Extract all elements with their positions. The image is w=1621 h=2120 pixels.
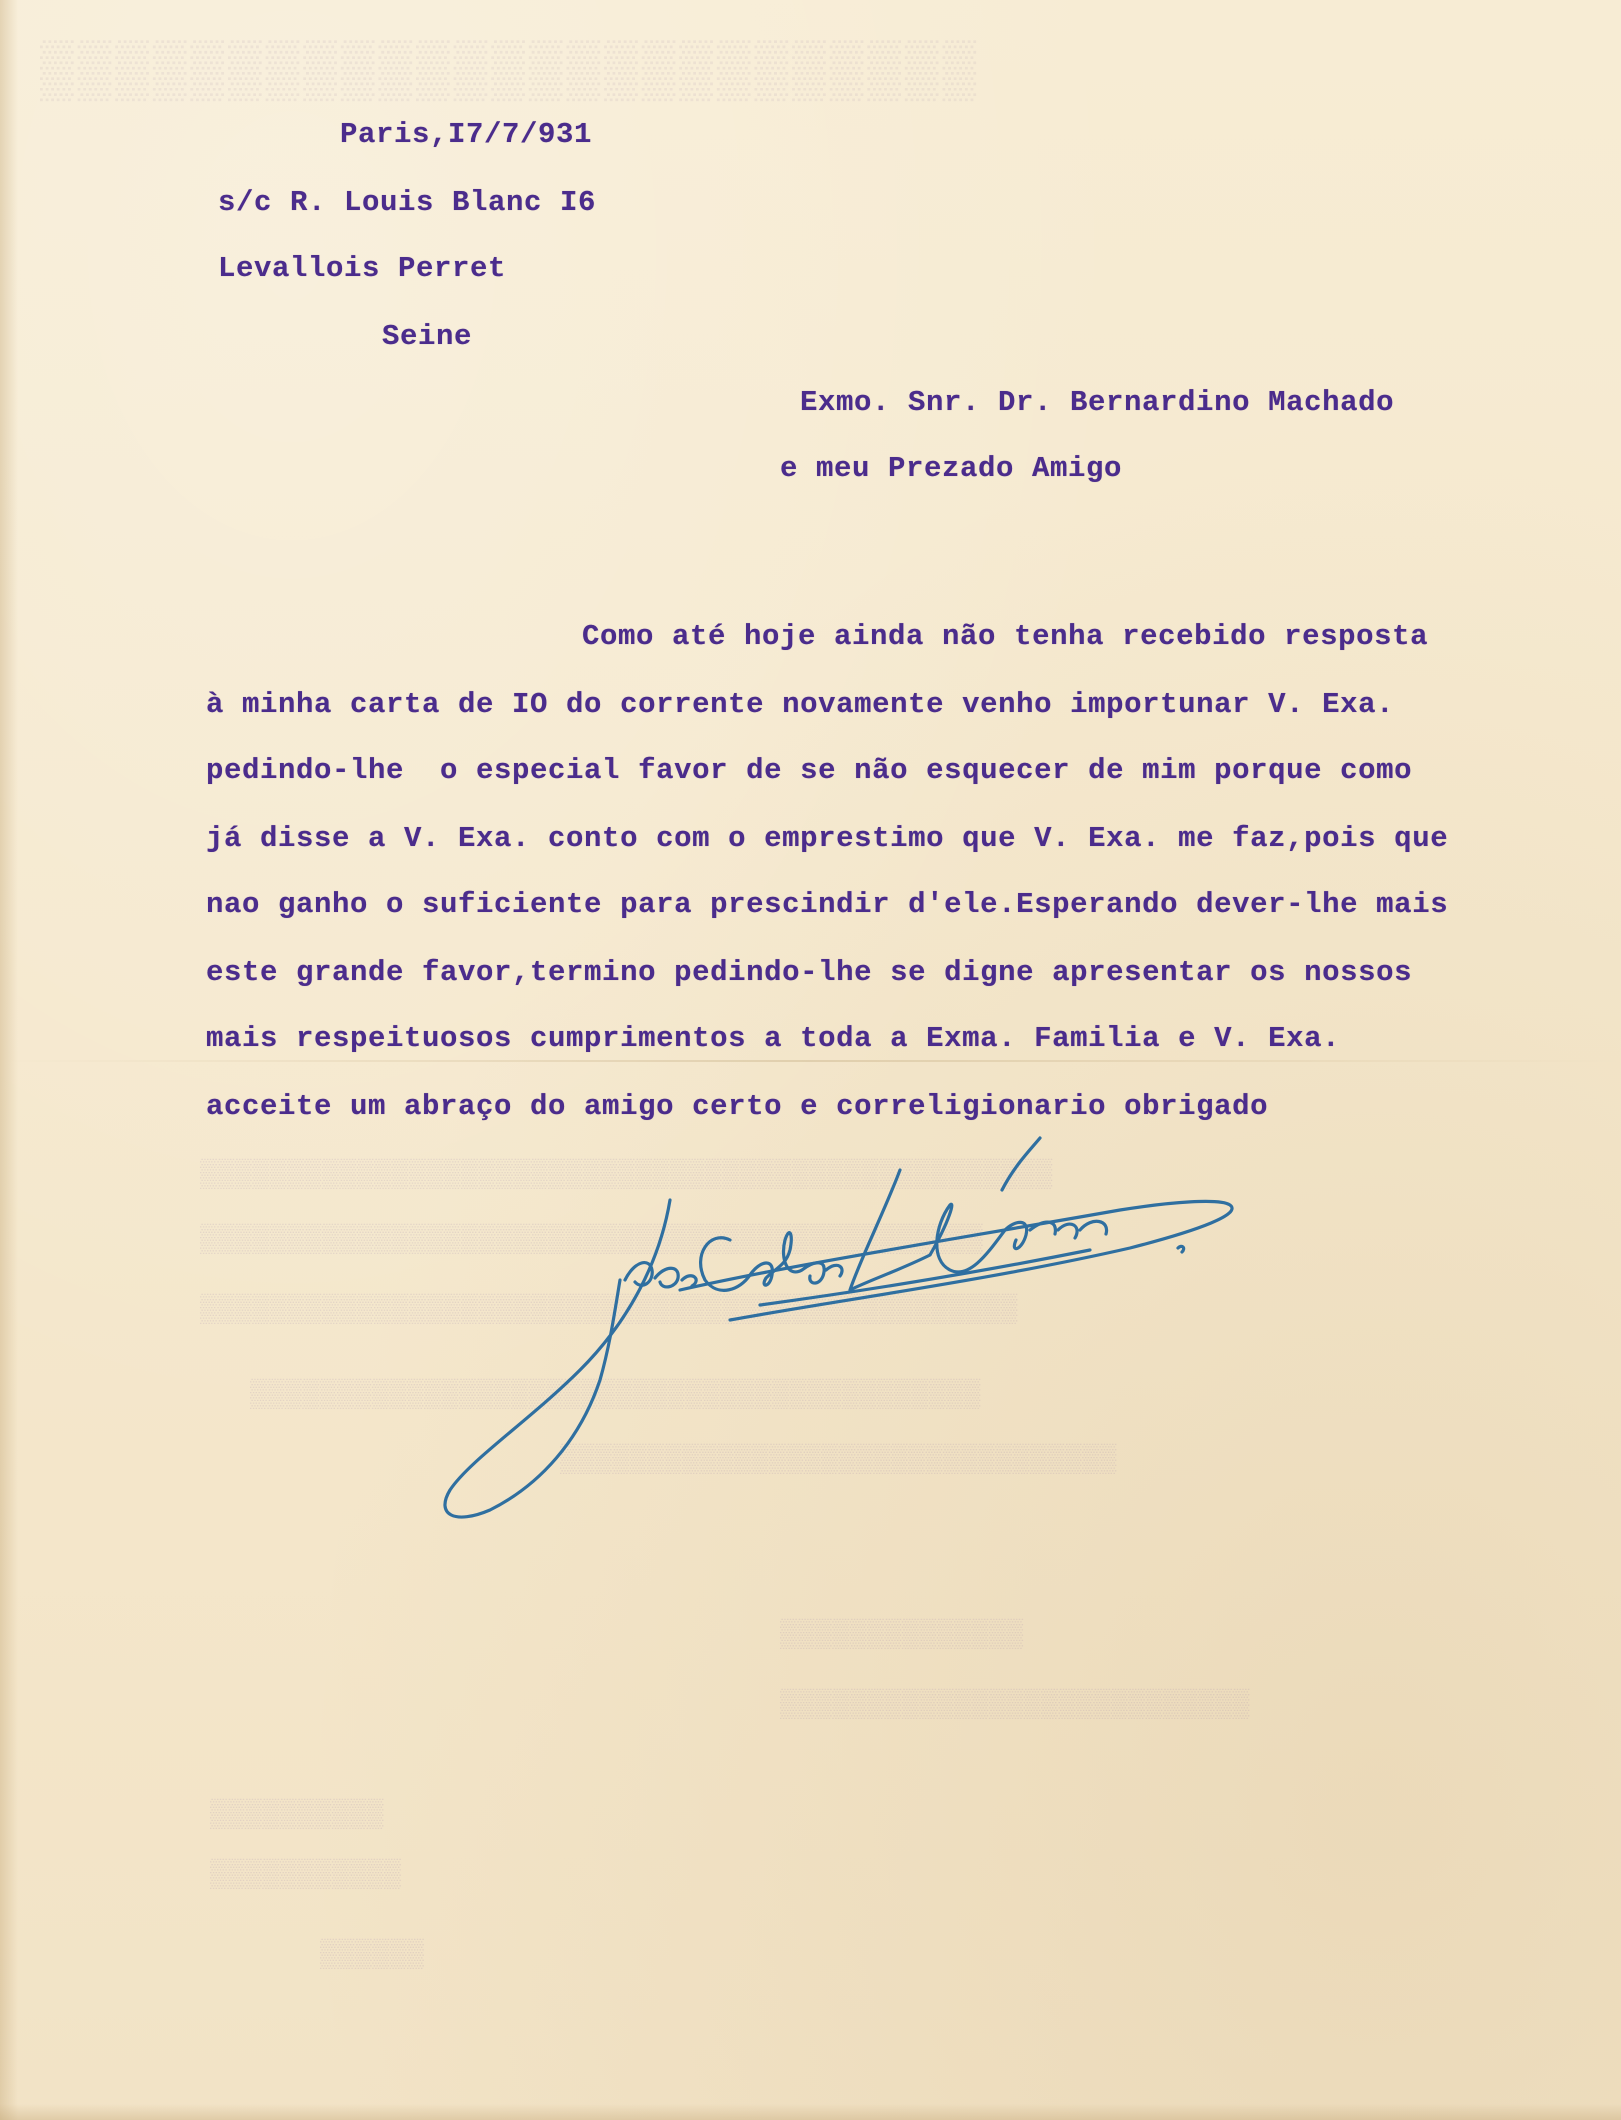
date-line: Paris,I7/7/931 (340, 118, 593, 151)
show-through-block-6: ▒▒▒▒▒▒▒▒▒▒▒▒▒▒ (780, 1620, 1024, 1651)
show-through-block-5: ▒▒▒▒▒▒▒▒▒▒▒▒▒▒▒▒▒▒▒▒▒▒▒▒▒▒▒▒▒▒▒▒ (560, 1445, 1117, 1476)
body-line-7: mais respeituosos cumprimentos a toda a Exma. Familia e V. Exa. (206, 1022, 1341, 1055)
show-through-block-4: ▒▒▒▒▒▒▒▒▒▒▒▒▒▒▒▒▒▒▒▒▒▒▒▒▒▒▒▒▒▒▒▒▒▒▒▒▒▒▒▒▒▒ (250, 1380, 981, 1411)
paper-edge-bottom (0, 2104, 1621, 2120)
show-through-block-10: ▒▒▒▒▒▒ (320, 1940, 425, 1971)
signature-stroke-dot (1178, 1246, 1184, 1252)
address-line-region: Seine (382, 320, 473, 353)
salutation-greeting: e meu Prezado Amigo (780, 452, 1123, 485)
signature-stroke-j (445, 1200, 670, 1517)
show-through-block-2: ▒▒▒▒▒▒▒▒▒▒▒▒▒▒▒▒▒▒▒▒▒▒▒▒▒▒▒▒▒▒▒▒▒▒▒▒▒▒▒▒▒▒▒▒▒ (200, 1225, 984, 1256)
show-through-top: ▒▒▒▒▒▒▒▒▒▒▒▒▒▒▒▒▒▒▒▒▒▒▒▒▒ (40, 40, 981, 104)
show-through-block-9: ▒▒▒▒▒▒▒▒▒▒▒ (210, 1860, 402, 1891)
address-line-town: Levallois Perret (218, 252, 507, 285)
show-through-block-3: ▒▒▒▒▒▒▒▒▒▒▒▒▒▒▒▒▒▒▒▒▒▒▒▒▒▒▒▒▒▒▒▒▒▒▒▒▒▒▒▒▒▒▒▒▒▒▒ (200, 1295, 1018, 1326)
show-through-block-1: ▒▒▒▒▒▒▒▒▒▒▒▒▒▒▒▒▒▒▒▒▒▒▒▒▒▒▒▒▒▒▒▒▒▒▒▒▒▒▒▒▒▒▒▒▒▒▒▒▒ (200, 1160, 1053, 1191)
body-line-3: pedindo-lhe o especial favor de se não esquecer de mim porque como (206, 754, 1413, 787)
signature-stroke-underline (680, 1201, 1232, 1320)
handwritten-signature (430, 1130, 1290, 1530)
body-line-8: acceite um abraço do amigo certo e correligionario obrigado (206, 1090, 1269, 1123)
body-line-4: já disse a V. Exa. conto com o emprestimo que V. Exa. me faz,pois que (206, 822, 1449, 855)
salutation-recipient: Exmo. Snr. Dr. Bernardino Machado (800, 386, 1395, 419)
show-through-block-7: ▒▒▒▒▒▒▒▒▒▒▒▒▒▒▒▒▒▒▒▒▒▒▒▒▒▒▒ (780, 1690, 1250, 1721)
signature-stroke-upper (1002, 1138, 1040, 1190)
body-line-2: à minha carta de IO do corrente novamente venho importunar V. Exa. (206, 688, 1395, 721)
address-line-street: s/c R. Louis Blanc I6 (218, 186, 597, 219)
signature-stroke-ose (625, 1263, 696, 1287)
body-line-6: este grande favor,termino pedindo-lhe se digne apresentar os nossos (206, 956, 1413, 989)
body-line-1: Como até hoje ainda não tenha recebido resposta (582, 620, 1429, 653)
paper-fold-line (0, 1060, 1621, 1062)
body-line-5: nao ganho o suficiente para prescindir d'ele.Esperando dever-lhe mais (206, 888, 1449, 921)
show-through-block-8: ▒▒▒▒▒▒▒▒▒▒ (210, 1800, 385, 1831)
